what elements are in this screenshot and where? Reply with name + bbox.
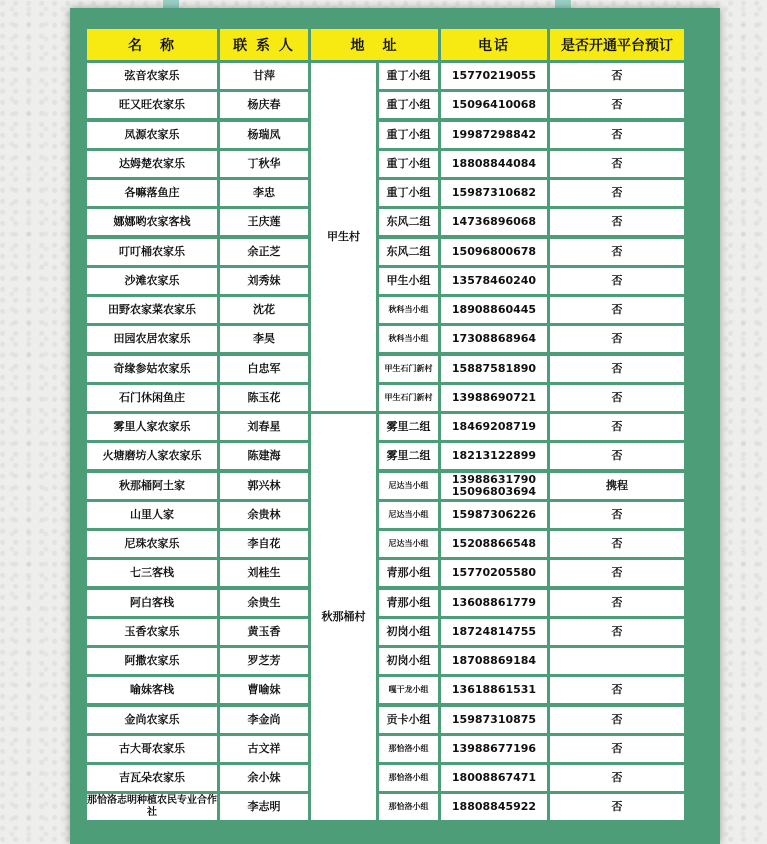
- cell-group: 那恰洛小组: [379, 736, 438, 762]
- cell-booking: 否: [550, 151, 684, 177]
- cell-contact: 余小妹: [220, 765, 308, 791]
- cell-name: 达姆楚农家乐: [87, 151, 217, 177]
- cell-name: 喻妹客栈: [87, 677, 217, 703]
- cell-name: 弦音农家乐: [87, 63, 217, 89]
- cell-phone: 18724814755: [441, 619, 547, 645]
- cell-name: 石门休闲鱼庄: [87, 385, 217, 411]
- cell-contact: 余正芝: [220, 239, 308, 265]
- cell-group: 秋科当小组: [379, 297, 438, 323]
- cell-name: 尼珠农家乐: [87, 531, 217, 557]
- cell-booking: 否: [550, 180, 684, 206]
- cell-phone: 15096410068: [441, 92, 547, 118]
- cell-contact: 曹喻妹: [220, 677, 308, 703]
- header-address: 地 址: [311, 29, 438, 60]
- cell-name: 田野农家菜农家乐: [87, 297, 217, 323]
- cell-contact: 甘萍: [220, 63, 308, 89]
- cell-phone: [441, 473, 547, 499]
- cell-phone: 18808844084: [441, 151, 547, 177]
- header-phone: 电话: [441, 29, 547, 60]
- cell-name: 旺又旺农家乐: [87, 92, 217, 118]
- cell-village: 甲生村: [311, 63, 376, 411]
- cell-group: 尼达当小组: [379, 502, 438, 528]
- cell-booking: 否: [550, 297, 684, 323]
- cell-group: 东风二组: [379, 209, 438, 235]
- cell-name: 火塘磨坊人家农家乐: [87, 443, 217, 469]
- cell-booking: 携程: [550, 473, 684, 499]
- cell-booking: 否: [550, 268, 684, 294]
- cell-contact: 李忠: [220, 180, 308, 206]
- cell-contact: 余贵生: [220, 590, 308, 616]
- cell-booking: 否: [550, 531, 684, 557]
- cell-phone: 14736896068: [441, 209, 547, 235]
- cell-name: 娜娜哟农家客栈: [87, 209, 217, 235]
- cell-booking: 否: [550, 209, 684, 235]
- cell-contact: 李金尚: [220, 707, 308, 733]
- phone-secondary: 15096803694: [451, 484, 537, 498]
- cell-group: 重丁小组: [379, 92, 438, 118]
- cell-phone: 18469208719: [441, 414, 547, 440]
- cell-booking: 否: [550, 560, 684, 586]
- cell-contact: 李昊: [220, 326, 308, 352]
- cell-contact: 李自花: [220, 531, 308, 557]
- header-name: 名 称: [87, 29, 217, 60]
- cell-contact: 郭兴林: [220, 473, 308, 499]
- cell-booking: 否: [550, 326, 684, 352]
- cell-phone: 15887581890: [441, 356, 547, 382]
- cell-phone: 15987306226: [441, 502, 547, 528]
- cell-phone: 15770205580: [441, 560, 547, 586]
- cell-name: 叮叮桶农家乐: [87, 239, 217, 265]
- cell-booking: 否: [550, 794, 684, 820]
- cell-phone: 13988677196: [441, 736, 547, 762]
- cell-contact: 杨瑞凤: [220, 122, 308, 148]
- cell-name: 凤源农家乐: [87, 122, 217, 148]
- cell-phone: 13988690721: [441, 385, 547, 411]
- cell-contact: 陈玉花: [220, 385, 308, 411]
- cell-name: 各嘛落鱼庄: [87, 180, 217, 206]
- cell-group: 那恰洛小组: [379, 765, 438, 791]
- cell-group: 青那小组: [379, 560, 438, 586]
- cell-group: 青那小组: [379, 590, 438, 616]
- cell-group: 重丁小组: [379, 122, 438, 148]
- header-booking: 是否开通平台预订: [550, 29, 684, 60]
- cell-contact: 白忠军: [220, 356, 308, 382]
- cell-group: 甲生石门新村: [379, 356, 438, 382]
- cell-phone: 15208866548: [441, 531, 547, 557]
- cell-village: 秋那桶村: [311, 414, 376, 820]
- cell-phone: 15987310875: [441, 707, 547, 733]
- cell-name: 金尚农家乐: [87, 707, 217, 733]
- cell-name: 田园农居农家乐: [87, 326, 217, 352]
- cell-group: 秋科当小组: [379, 326, 438, 352]
- cell-group: 甲生石门新村: [379, 385, 438, 411]
- cell-group: 尼达当小组: [379, 531, 438, 557]
- cell-group: 那恰洛小组: [379, 794, 438, 820]
- cell-contact: 陈建海: [220, 443, 308, 469]
- cell-name: 雾里人家农家乐: [87, 414, 217, 440]
- cell-contact: 王庆莲: [220, 209, 308, 235]
- cell-booking: 否: [550, 619, 684, 645]
- cell-booking: [550, 648, 684, 674]
- cell-phone: 15096800678: [441, 239, 547, 265]
- cell-name: 吉瓦朵农家乐: [87, 765, 217, 791]
- cell-phone: 15987310682: [441, 180, 547, 206]
- phone-primary: 13988631790: [451, 472, 537, 486]
- cell-name: 古大哥农家乐: [87, 736, 217, 762]
- cell-group: 重丁小组: [379, 180, 438, 206]
- cell-booking: 否: [550, 92, 684, 118]
- cell-phone: 15770219055: [441, 63, 547, 89]
- cell-booking: 否: [550, 385, 684, 411]
- cell-booking: 否: [550, 239, 684, 265]
- cell-phone: 13578460240: [441, 268, 547, 294]
- cell-group: 雾里二组: [379, 414, 438, 440]
- cell-booking: 否: [550, 736, 684, 762]
- cell-phone: 18008867471: [441, 765, 547, 791]
- cell-booking: 否: [550, 765, 684, 791]
- cell-phone: 17308868964: [441, 326, 547, 352]
- cell-name: 阿白客栈: [87, 590, 217, 616]
- cell-contact: 李志明: [220, 794, 308, 820]
- cell-group: 尼达当小组: [379, 473, 438, 499]
- cell-contact: 黄玉香: [220, 619, 308, 645]
- cell-name: 玉香农家乐: [87, 619, 217, 645]
- cell-phone: 18808845922: [441, 794, 547, 820]
- cell-contact: 刘桂生: [220, 560, 308, 586]
- cell-group: 贡卡小组: [379, 707, 438, 733]
- cell-group: 东风二组: [379, 239, 438, 265]
- cell-booking: 否: [550, 590, 684, 616]
- cell-phone: 19987298842: [441, 122, 547, 148]
- cell-group: 初岗小组: [379, 648, 438, 674]
- cell-name: 秋那桶阿土家: [87, 473, 217, 499]
- cell-booking: 否: [550, 63, 684, 89]
- cell-booking: 否: [550, 443, 684, 469]
- cell-phone: 18213122899: [441, 443, 547, 469]
- cell-name: 奇缘参姑农家乐: [87, 356, 217, 382]
- cell-phone: 13608861779: [441, 590, 547, 616]
- cell-group: 甲生小组: [379, 268, 438, 294]
- cell-contact: 余贵林: [220, 502, 308, 528]
- cell-phone: 13618861531: [441, 677, 547, 703]
- cell-booking: 否: [550, 707, 684, 733]
- poster-board: [70, 8, 720, 844]
- cell-group: 重丁小组: [379, 151, 438, 177]
- cell-name: 七三客栈: [87, 560, 217, 586]
- cell-name: 沙滩农家乐: [87, 268, 217, 294]
- cell-phone: 18908860445: [441, 297, 547, 323]
- cell-name: 那恰洛志明种植农民专业合作社: [87, 795, 217, 819]
- cell-contact: 刘秀妹: [220, 268, 308, 294]
- cell-group: 嘎干龙小组: [379, 677, 438, 703]
- header-contact: 联 系 人: [220, 29, 308, 60]
- cell-group: 重丁小组: [379, 63, 438, 89]
- cell-phone: 18708869184: [441, 648, 547, 674]
- cell-group: 初岗小组: [379, 619, 438, 645]
- cell-booking: 否: [550, 122, 684, 148]
- cell-name: 阿撒农家乐: [87, 648, 217, 674]
- cell-contact: 杨庆春: [220, 92, 308, 118]
- cell-contact: 古文祥: [220, 736, 308, 762]
- cell-booking: 否: [550, 414, 684, 440]
- cell-booking: 否: [550, 502, 684, 528]
- cell-name: 山里人家: [87, 502, 217, 528]
- cell-contact: 沈花: [220, 297, 308, 323]
- cell-booking: 否: [550, 356, 684, 382]
- cell-booking: 否: [550, 677, 684, 703]
- cell-contact: 罗芝芳: [220, 648, 308, 674]
- cell-contact: 刘春星: [220, 414, 308, 440]
- cell-group: 雾里二组: [379, 443, 438, 469]
- cell-contact: 丁秋华: [220, 151, 308, 177]
